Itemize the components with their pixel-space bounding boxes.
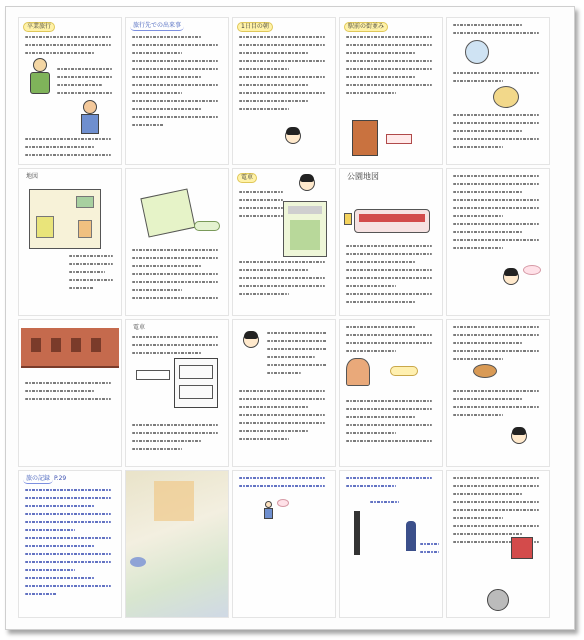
mascot-sketch [511, 537, 533, 559]
journal-page-13 [232, 319, 336, 467]
postbox-sketch [406, 521, 416, 551]
girl-face-sketch [511, 428, 527, 444]
building-sketch [154, 481, 194, 521]
page-tag: 電車 [237, 173, 257, 183]
journal-page-8 [232, 168, 336, 316]
page-tag: 1日目の朝 [237, 22, 273, 32]
journal-page-17 [125, 470, 229, 618]
food-plate-sketch [465, 40, 489, 64]
journal-page-20 [446, 470, 550, 618]
journal-page-10 [446, 168, 550, 316]
scrapbook-sheet [5, 6, 575, 630]
person-sketch [263, 501, 273, 521]
page-tag: 駅前の街並み [344, 22, 388, 32]
page-tag: 旅行先での出来事 [130, 22, 184, 31]
journal-page-12 [125, 319, 229, 467]
speech-bubble [277, 499, 289, 507]
journal-page-11 [18, 319, 122, 467]
journal-page-3 [232, 17, 336, 165]
animal-sketch [487, 589, 509, 611]
journal-page-14 [339, 319, 443, 467]
page-tag: 旅の記録 [23, 475, 53, 484]
streetcar-sketch [354, 209, 430, 233]
journal-page-19 [339, 470, 443, 618]
ticket-sketch [136, 370, 170, 380]
map-sketch [29, 189, 101, 249]
page-tag: 電車 [133, 324, 146, 331]
sign-sketch [344, 213, 352, 225]
journal-page-7 [125, 168, 229, 316]
girl-face-sketch [285, 128, 301, 144]
train-sketch [174, 358, 218, 408]
tree-sketch [130, 557, 146, 567]
journal-page-6 [18, 168, 122, 316]
journal-page-9 [339, 168, 443, 316]
journal-page-16 [18, 470, 122, 618]
journal-page-4 [339, 17, 443, 165]
brick-building-sketch [21, 328, 119, 368]
girl-face-sketch [243, 332, 259, 348]
journal-page-15 [446, 319, 550, 467]
guardian-statue-sketch [27, 58, 53, 98]
animal-statue-sketch [346, 358, 370, 386]
journal-page-5 [446, 17, 550, 165]
food-bowl-sketch [493, 86, 519, 108]
page-number: P.29 [54, 475, 67, 482]
girl-face-sketch [299, 175, 315, 191]
page-tag: 公園地図 [347, 172, 379, 181]
street-lamp-sketch [354, 511, 360, 555]
label-bubble [194, 221, 220, 231]
speech-bubble [523, 265, 541, 275]
food-sketch [473, 364, 497, 378]
figure-sketch [79, 100, 101, 136]
journal-page-2 [125, 17, 229, 165]
girl-face-sketch [503, 269, 519, 285]
station-map-sketch [283, 201, 327, 257]
journal-page-18 [232, 470, 336, 618]
shop-sketch [352, 120, 378, 156]
journal-page-1 [18, 17, 122, 165]
ropeway-sketch [140, 188, 195, 237]
page-tag: 卒業旅行 [23, 22, 55, 32]
page-grid [18, 17, 550, 618]
page-tag: 地図 [26, 173, 39, 180]
sign-sketch [386, 134, 412, 144]
label-bubble [390, 366, 418, 376]
